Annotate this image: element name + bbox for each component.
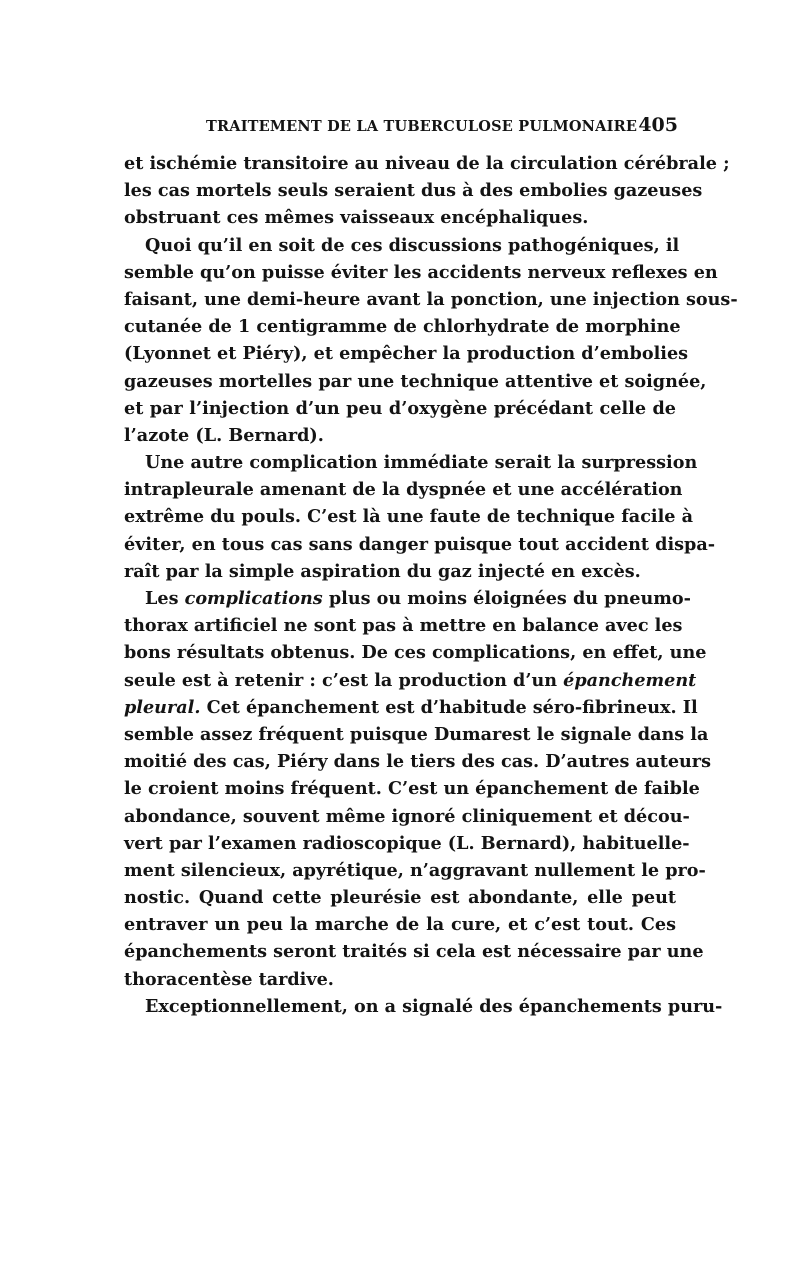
line-text: raît par la simple aspiration du gaz injecté en excès. — [124, 560, 641, 582]
line-text: Les — [145, 588, 185, 609]
line-text: et ischémie transitoire au niveau de la circulation cérébrale ; — [124, 153, 730, 174]
text-line — [124, 911, 676, 938]
text-line — [124, 313, 681, 340]
line-text: abondance, souvent même ignoré cliniquement et décou- — [124, 805, 690, 827]
text-line — [124, 286, 738, 313]
line-text: obstruant ces mêmes vaisseaux encéphaliques. — [124, 207, 589, 229]
line-text: gazeuses mortelles par une technique attentive et soignée, — [124, 370, 707, 392]
body-text — [124, 150, 738, 1020]
text-line — [124, 938, 704, 965]
text-line — [124, 585, 691, 612]
line-text: cutanée de 1 centigramme de chlorhydrate de morphine — [124, 316, 681, 338]
line-text: les cas mortels seuls seraient dus à des embolies gazeuses — [124, 180, 703, 202]
line-text: Une autre complication immédiate serait la surpression — [145, 452, 698, 474]
line-text: semble assez fréquent puisque Dumarest le signale dans la — [124, 723, 709, 745]
running-title: TRAITEMENT DE LA TUBERCULOSE PULMONAIRE — [206, 118, 638, 135]
text-line — [124, 966, 676, 993]
text-line — [124, 476, 683, 503]
line-text: épanchements seront traités si cela est nécessaire par une — [124, 941, 704, 963]
line-text: thoracentèse tardive. — [124, 968, 334, 990]
page-number: 405 — [638, 114, 678, 136]
line-text: Exceptionnellement, on a signalé des épanchements puru- — [145, 995, 723, 1017]
line-text: Cet épanchement est d’habitude séro-fibrineux. Il — [200, 696, 698, 718]
italic-text: complications — [184, 588, 323, 609]
text-line — [124, 395, 676, 422]
line-text: (Lyonnet et Piéry), et empêcher la production d’embolies — [124, 343, 689, 365]
line-text: le croient moins fréquent. C’est un épanchement de faible — [124, 778, 700, 800]
line-text: Quoi qu’il en soit de ces discussions pathogéniques, il — [145, 234, 680, 256]
text-line — [124, 857, 706, 884]
italic-text: pleural. — [124, 696, 201, 718]
line-text: nostic. Quand cette pleurésie est abondante, elle peut — [124, 887, 676, 909]
line-text: vert par l’examen radioscopique (L. Bernard), habituelle- — [124, 832, 690, 854]
text-line — [124, 993, 723, 1020]
line-text: bons résultats obtenus. De ces complications, en effet, une — [124, 642, 707, 664]
text-line — [124, 694, 698, 721]
text-line — [124, 177, 703, 204]
line-text: et par l’injection d’un peu d’oxygène précédant celle de — [124, 397, 676, 419]
italic-text: épanchement — [563, 669, 697, 691]
line-text: l’azote (L. Bernard). — [124, 424, 324, 446]
text-line — [124, 721, 709, 748]
text-line — [124, 449, 698, 476]
text-line — [124, 368, 707, 395]
text-line — [124, 503, 693, 530]
text-line — [124, 748, 711, 775]
text-line — [124, 531, 716, 558]
line-text: moitié des cas, Piéry dans le tiers des cas. D’autres auteurs — [124, 751, 711, 773]
text-line — [124, 340, 689, 367]
text-line — [124, 422, 676, 449]
text-line — [124, 204, 676, 231]
text-line — [124, 830, 690, 857]
text-line — [124, 803, 690, 830]
line-text: faisant, une demi-heure avant la ponction, une injection sous- — [124, 288, 738, 310]
text-line — [124, 884, 676, 911]
running-head — [126, 114, 678, 140]
line-text: ment silencieux, apyrétique, n’aggravant nullement le pro- — [124, 859, 706, 881]
line-text: seule est à retenir : c’est la production d’un — [124, 669, 564, 691]
line-text: éviter, en tous cas sans danger puisque tout accident dispa- — [124, 533, 716, 555]
text-line — [124, 667, 697, 694]
line-text: extrême du pouls. C’est là une faute de technique facile à — [124, 506, 693, 528]
text-line — [124, 259, 718, 286]
line-text: entraver un peu la marche de la cure, et c’est tout. Ces — [124, 914, 676, 936]
text-line — [124, 639, 707, 666]
text-line — [124, 612, 683, 639]
line-text: semble qu’on puisse éviter les accidents nerveux reflexes en — [124, 261, 718, 283]
line-text: intrapleurale amenant de la dyspnée et une accélération — [124, 479, 683, 501]
text-line — [124, 150, 730, 177]
text-line — [124, 232, 680, 259]
text-line — [124, 775, 700, 802]
line-text: thorax artificiel ne sont pas à mettre en balance avec les — [124, 615, 683, 637]
line-text: plus ou moins éloignées du pneumo- — [322, 588, 691, 609]
text-line — [124, 558, 676, 585]
